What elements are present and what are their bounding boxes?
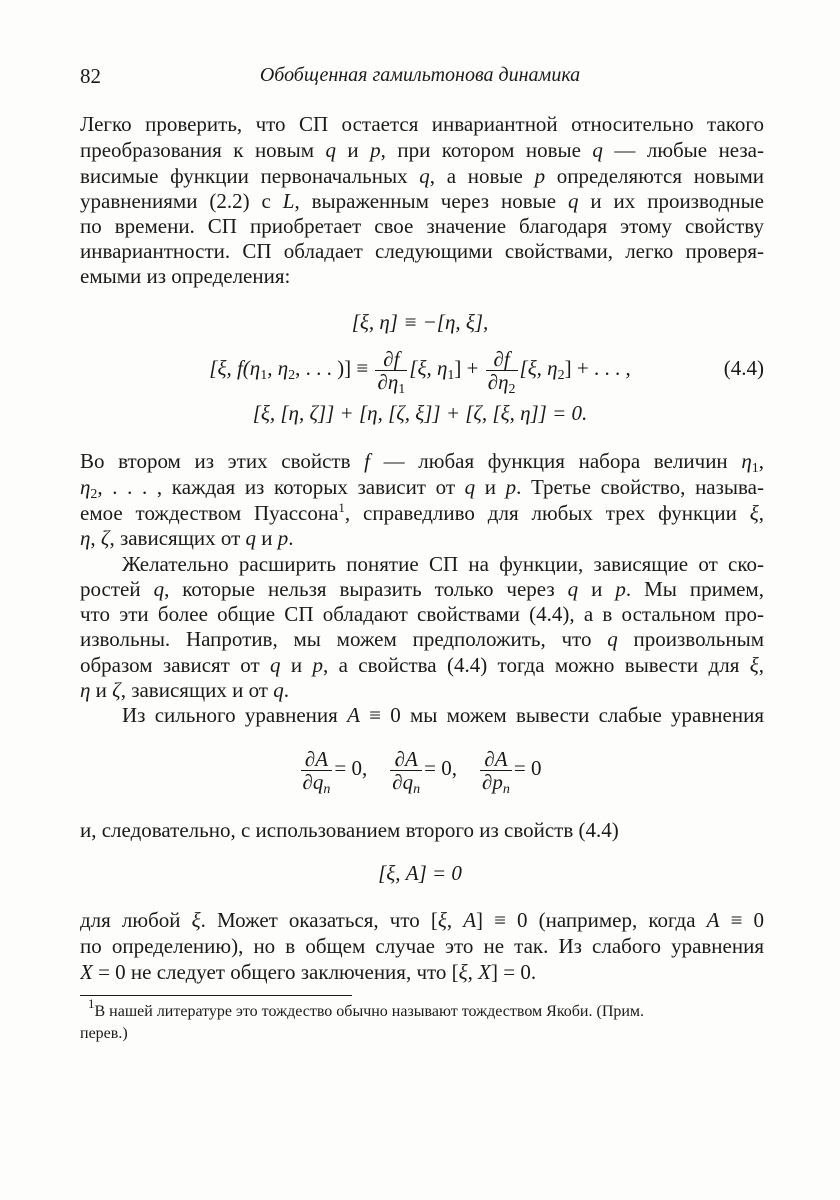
- text-line: Из сильного уравнения A ≡ 0 мы можем вывести слабые уравнения: [122, 703, 764, 727]
- text-line: и, следовательно, с использованием второго из свойств (4.4): [80, 818, 619, 842]
- page-number: 82: [80, 64, 101, 88]
- text-line: η и ζ, зависящих и от q ˙.: [80, 677, 764, 703]
- equation-line: [ξ, [η, ζ]] + [η, [ζ, ξ]] + [ζ, [ξ, η]] = 0.: [252, 401, 588, 425]
- text-line: Во втором из этих свойств f — любая функция набора величин $\eta_1$,: [80, 449, 764, 474]
- text-line: емое тождеством Пуассона$^1$, справедливо для любых трех функции ξ,: [80, 500, 764, 525]
- text-line: что эти более общие СП обладают свойствами (4.4), а в остальном про-: [80, 602, 764, 626]
- text-line: висимые функции первоначальных q, а новые p определяются новыми: [80, 164, 764, 188]
- fraction: $\frac{\partial A}{\partial p_n}$: [481, 746, 510, 797]
- text-line: Желательно расширить понятие СП на функции, зависящие от ско-: [122, 552, 764, 576]
- text-line: уравнениями (2.2) с L, выраженным через новые q и их производные: [80, 189, 764, 213]
- equation-line: $\frac{\partial A}{\partial q_n}$ = 0, $\frac{\partial A}{\partial q ˙_n}$ = 0, $\frac{\partial A}{\partial p_n}$ = 0: [0, 744, 840, 793]
- text-line: ростей q ˙, которые нельзя выразить только через q и p. Мы примем,: [80, 576, 764, 602]
- equation-number: (4.4): [723, 356, 764, 380]
- text-line: преобразования к новым q и p, при котором новые q — любые неза-: [80, 138, 764, 162]
- footnote-rule: [80, 995, 352, 996]
- text-line: для любой ξ. Может оказаться, что [ξ, A] ≡ 0 (например, когда A ≡ 0: [80, 908, 764, 932]
- text-line: емыми из определения:: [80, 264, 291, 288]
- text-line: по времени. СП приобретает свое значение благодаря этому свойству: [80, 214, 764, 238]
- equation-line: [ξ, $f(\eta_1$, $\eta_2$, . . . )] ≡ $\frac{\partial f}{\partial\eta_1}$ [ξ, $\eta_1$] + $\frac{\partial f}{\partial\eta_2}$ [ξ, $\eta_2$] + . . . ,: [209, 346, 631, 397]
- fraction: $\frac{\partial A}{\partial q ˙_n}$: [390, 748, 422, 793]
- text-line: по определению), но в общем случае это не так. Из слабого уравнения: [80, 934, 764, 958]
- equation-line: [ξ, A] = 0: [378, 861, 462, 885]
- running-head: Обобщенная гамильтонова динамика: [259, 64, 581, 86]
- text-line: Легко проверить, что СП остается инвариантной относительно такого: [80, 112, 764, 136]
- text-line: $\eta_2$, . . . , каждая из которых зависит от q и p. Третье свойство, называ-: [80, 475, 764, 500]
- text-line: X = 0 не следует общего заключения, что [ξ, X] = 0.: [80, 960, 537, 984]
- footnote: перев.): [80, 1025, 128, 1042]
- text-line: η, ζ, зависящих от q и p.: [80, 526, 294, 550]
- fraction: $\frac{\partial f}{\partial\eta_2}$: [487, 346, 516, 397]
- fraction: $\frac{\partial f}{\partial\eta_1}$: [377, 346, 406, 397]
- fraction: $\frac{\partial A}{\partial q_n}$: [302, 746, 331, 797]
- equation-line: [ξ, η] ≡ −[η, ξ],: [351, 310, 489, 334]
- footnote: $^1$В нашей литературе это тождество обычно называют тождеством Якоби. (Прим.: [88, 996, 645, 1020]
- text-line: образом зависят от q и p, а свойства (4.4) тогда можно вывести для ξ,: [80, 653, 764, 677]
- text-line: извольны. Напротив, мы можем предположить, что q ˙ произвольным: [80, 626, 764, 652]
- footnote-marker: 1: [88, 996, 95, 1011]
- text-line: инвариантности. СП обладает следующими свойствами, легко проверя-: [80, 239, 764, 263]
